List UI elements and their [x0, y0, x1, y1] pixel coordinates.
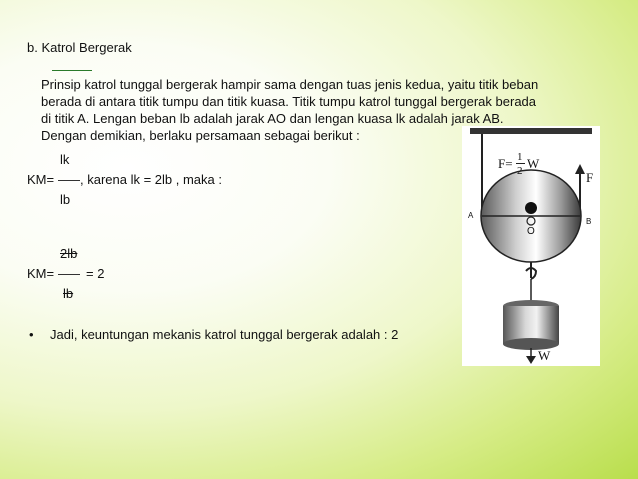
formula2-numerator: 2lb — [60, 246, 78, 261]
paragraph-line-4: Dengan demikian, berlaku persamaan sebagai berikut : — [41, 128, 360, 143]
formula2-suffix: = 2 — [86, 266, 105, 281]
formula1-suffix: , karena lk = 2lb , maka : — [80, 172, 222, 187]
paragraph-line-3: di titik A. Lengan beban lb adalah jarak AO dan lengan kuasa lk adalah jarak AB. — [41, 111, 504, 126]
force-fraction-den: 2 — [517, 165, 523, 177]
pulley-figure — [462, 126, 600, 366]
slide-heading: b. Katrol Bergerak — [27, 40, 132, 55]
heading-underline — [52, 70, 92, 71]
force-label: F= — [498, 156, 513, 171]
weight-arrow-head — [526, 356, 536, 364]
formula1-prefix: KM= — [27, 172, 55, 187]
arrow-f-label: F — [586, 170, 594, 185]
formula1-numerator: lk — [60, 152, 70, 167]
ceiling-support — [470, 128, 592, 134]
weight-label: W — [538, 348, 551, 363]
formula1-fraction-bar — [58, 180, 80, 181]
paragraph-line-1: Prinsip katrol tunggal bergerak hampir sama dengan tuas jenis kedua, yaitu titik beban — [41, 77, 539, 92]
formula2-prefix: KM= — [27, 266, 55, 281]
axle — [525, 202, 537, 214]
formula2-denominator: lb — [63, 286, 74, 301]
point-b-label: B — [586, 217, 592, 226]
paragraph-line-2: berada di antara titik tumpu dan titik kuasa. Titik tumpu katrol tunggal bergerak berada — [41, 94, 537, 109]
bullet-marker: • — [29, 327, 34, 342]
point-o-label: O — [527, 226, 535, 237]
force-arrow-head — [575, 164, 585, 174]
formula1-denominator: lb — [60, 192, 71, 207]
force-var: W — [527, 156, 540, 171]
conclusion-text: Jadi, keuntungan mekanis katrol tunggal bergerak adalah : 2 — [50, 327, 399, 342]
force-fraction-num: 1 — [517, 151, 523, 163]
point-a-label: A — [468, 211, 474, 220]
formula2-fraction-bar — [58, 274, 80, 275]
